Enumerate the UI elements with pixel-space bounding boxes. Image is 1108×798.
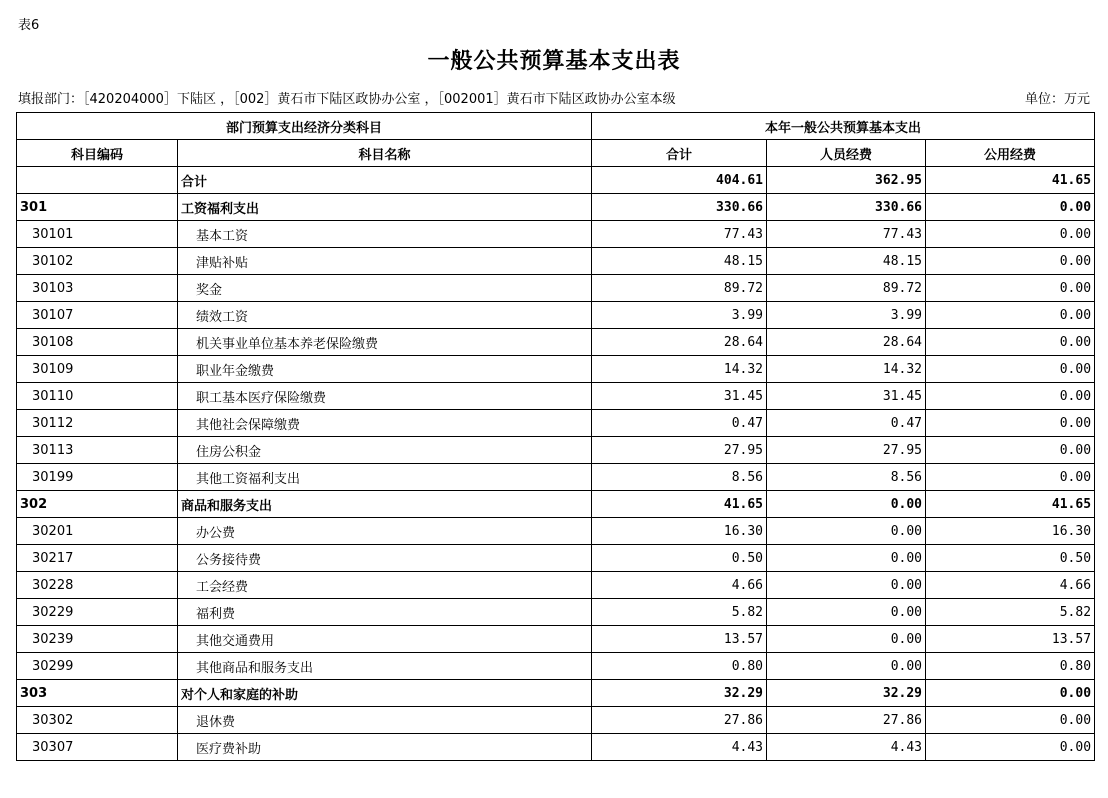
row-personnel: 31.45 [767, 383, 926, 410]
row-name: 其他商品和服务支出 [178, 653, 592, 680]
table-number: 表6 [18, 18, 40, 33]
table-row [17, 437, 1095, 464]
table-row [17, 410, 1095, 437]
row-code: 30307 [17, 734, 178, 761]
row-name: 对个人和家庭的补助 [178, 680, 592, 707]
row-name: 福利费 [178, 599, 592, 626]
row-code: 302 [17, 491, 178, 518]
row-code: 301 [17, 194, 178, 221]
row-public: 0.00 [926, 437, 1095, 464]
table-row [17, 707, 1095, 734]
row-public: 0.00 [926, 275, 1095, 302]
group-header-expenditure: 本年一般公共预算基本支出 [592, 113, 1095, 140]
row-public: 0.00 [926, 329, 1095, 356]
row-personnel: 14.32 [767, 356, 926, 383]
row-name: 绩效工资 [178, 302, 592, 329]
column-header-public: 公用经费 [926, 140, 1095, 167]
row-total: 4.66 [592, 572, 767, 599]
row-code: 30107 [17, 302, 178, 329]
row-personnel: 0.00 [767, 518, 926, 545]
table-row [17, 383, 1095, 410]
row-total: 0.80 [592, 653, 767, 680]
row-public: 0.00 [926, 734, 1095, 761]
table-row [17, 572, 1095, 599]
row-personnel: 0.00 [767, 599, 926, 626]
table-row [17, 167, 1095, 194]
row-name: 公务接待费 [178, 545, 592, 572]
row-public: 41.65 [926, 491, 1095, 518]
table-row [17, 626, 1095, 653]
row-total: 32.29 [592, 680, 767, 707]
row-name: 办公费 [178, 518, 592, 545]
row-total: 3.99 [592, 302, 767, 329]
row-name: 津贴补贴 [178, 248, 592, 275]
row-personnel: 89.72 [767, 275, 926, 302]
row-code: 30228 [17, 572, 178, 599]
row-personnel: 32.29 [767, 680, 926, 707]
row-name: 工资福利支出 [178, 194, 592, 221]
reporting-department: 填报部门：［420204000］下陆区 ，［002］黄石市下陆区政协办公室 ，［002001］黄石市下陆区政协办公室本级 [18, 92, 676, 107]
table-row [17, 248, 1095, 275]
row-code: 30110 [17, 383, 178, 410]
row-code: 30199 [17, 464, 178, 491]
table-row [17, 275, 1095, 302]
row-personnel: 330.66 [767, 194, 926, 221]
budget-table [16, 112, 1095, 761]
row-public: 0.00 [926, 302, 1095, 329]
row-personnel: 28.64 [767, 329, 926, 356]
row-total: 5.82 [592, 599, 767, 626]
row-public: 16.30 [926, 518, 1095, 545]
row-code: 30113 [17, 437, 178, 464]
table-row [17, 518, 1095, 545]
row-personnel: 48.15 [767, 248, 926, 275]
row-personnel: 0.00 [767, 545, 926, 572]
group-header-classification: 部门预算支出经济分类科目 [17, 113, 592, 140]
table-row [17, 464, 1095, 491]
row-public: 0.80 [926, 653, 1095, 680]
row-personnel: 4.43 [767, 734, 926, 761]
row-code: 30102 [17, 248, 178, 275]
row-personnel: 0.00 [767, 653, 926, 680]
row-name: 退休费 [178, 707, 592, 734]
row-name: 职工基本医疗保险缴费 [178, 383, 592, 410]
row-total: 0.50 [592, 545, 767, 572]
row-name: 奖金 [178, 275, 592, 302]
row-personnel: 27.86 [767, 707, 926, 734]
table-row [17, 491, 1095, 518]
row-public: 0.00 [926, 221, 1095, 248]
row-total: 28.64 [592, 329, 767, 356]
row-personnel: 3.99 [767, 302, 926, 329]
row-name: 工会经费 [178, 572, 592, 599]
row-code: 30101 [17, 221, 178, 248]
row-total: 16.30 [592, 518, 767, 545]
table-row [17, 545, 1095, 572]
group-header-row [17, 113, 1095, 140]
column-header-code: 科目编码 [17, 140, 178, 167]
row-code [17, 167, 178, 194]
row-public: 0.00 [926, 707, 1095, 734]
row-name: 职业年金缴费 [178, 356, 592, 383]
row-public: 4.66 [926, 572, 1095, 599]
row-public: 0.00 [926, 680, 1095, 707]
row-total: 8.56 [592, 464, 767, 491]
row-personnel: 8.56 [767, 464, 926, 491]
row-name: 其他工资福利支出 [178, 464, 592, 491]
row-public: 0.00 [926, 356, 1095, 383]
row-total: 330.66 [592, 194, 767, 221]
table-body [17, 167, 1095, 761]
row-code: 30302 [17, 707, 178, 734]
column-header-personnel: 人员经费 [767, 140, 926, 167]
row-code: 30299 [17, 653, 178, 680]
row-total: 13.57 [592, 626, 767, 653]
row-name: 住房公积金 [178, 437, 592, 464]
row-public: 0.00 [926, 248, 1095, 275]
table-row [17, 356, 1095, 383]
row-total: 4.43 [592, 734, 767, 761]
table-row [17, 653, 1095, 680]
row-total: 48.15 [592, 248, 767, 275]
row-code: 30201 [17, 518, 178, 545]
row-personnel: 77.43 [767, 221, 926, 248]
row-name: 基本工资 [178, 221, 592, 248]
row-personnel: 27.95 [767, 437, 926, 464]
row-code: 30108 [17, 329, 178, 356]
table-row [17, 599, 1095, 626]
row-total: 89.72 [592, 275, 767, 302]
row-public: 0.00 [926, 410, 1095, 437]
table-row [17, 329, 1095, 356]
row-name: 合计 [178, 167, 592, 194]
row-name: 商品和服务支出 [178, 491, 592, 518]
row-total: 41.65 [592, 491, 767, 518]
row-public: 13.57 [926, 626, 1095, 653]
table-row [17, 221, 1095, 248]
unit-label: 单位：万元 [1024, 92, 1090, 107]
row-personnel: 0.00 [767, 572, 926, 599]
row-code: 30229 [17, 599, 178, 626]
row-total: 27.86 [592, 707, 767, 734]
row-public: 0.50 [926, 545, 1095, 572]
row-total: 27.95 [592, 437, 767, 464]
row-public: 0.00 [926, 383, 1095, 410]
row-total: 14.32 [592, 356, 767, 383]
row-personnel: 0.00 [767, 491, 926, 518]
row-name: 其他社会保障缴费 [178, 410, 592, 437]
column-header-row [17, 140, 1095, 167]
column-header-total: 合计 [592, 140, 767, 167]
row-name: 医疗费补助 [178, 734, 592, 761]
row-code: 30112 [17, 410, 178, 437]
table-row [17, 302, 1095, 329]
row-code: 30217 [17, 545, 178, 572]
row-code: 303 [17, 680, 178, 707]
table-row [17, 680, 1095, 707]
row-total: 77.43 [592, 221, 767, 248]
row-name: 机关事业单位基本养老保险缴费 [178, 329, 592, 356]
row-public: 5.82 [926, 599, 1095, 626]
row-personnel: 362.95 [767, 167, 926, 194]
row-public: 0.00 [926, 464, 1095, 491]
row-public: 0.00 [926, 194, 1095, 221]
column-header-name: 科目名称 [178, 140, 592, 167]
row-code: 30103 [17, 275, 178, 302]
row-public: 41.65 [926, 167, 1095, 194]
table-row [17, 734, 1095, 761]
row-code: 30109 [17, 356, 178, 383]
page-title: 一般公共预算基本支出表 [427, 48, 681, 74]
row-total: 404.61 [592, 167, 767, 194]
row-personnel: 0.00 [767, 626, 926, 653]
row-total: 0.47 [592, 410, 767, 437]
row-name: 其他交通费用 [178, 626, 592, 653]
table-row [17, 194, 1095, 221]
row-total: 31.45 [592, 383, 767, 410]
row-personnel: 0.47 [767, 410, 926, 437]
row-code: 30239 [17, 626, 178, 653]
